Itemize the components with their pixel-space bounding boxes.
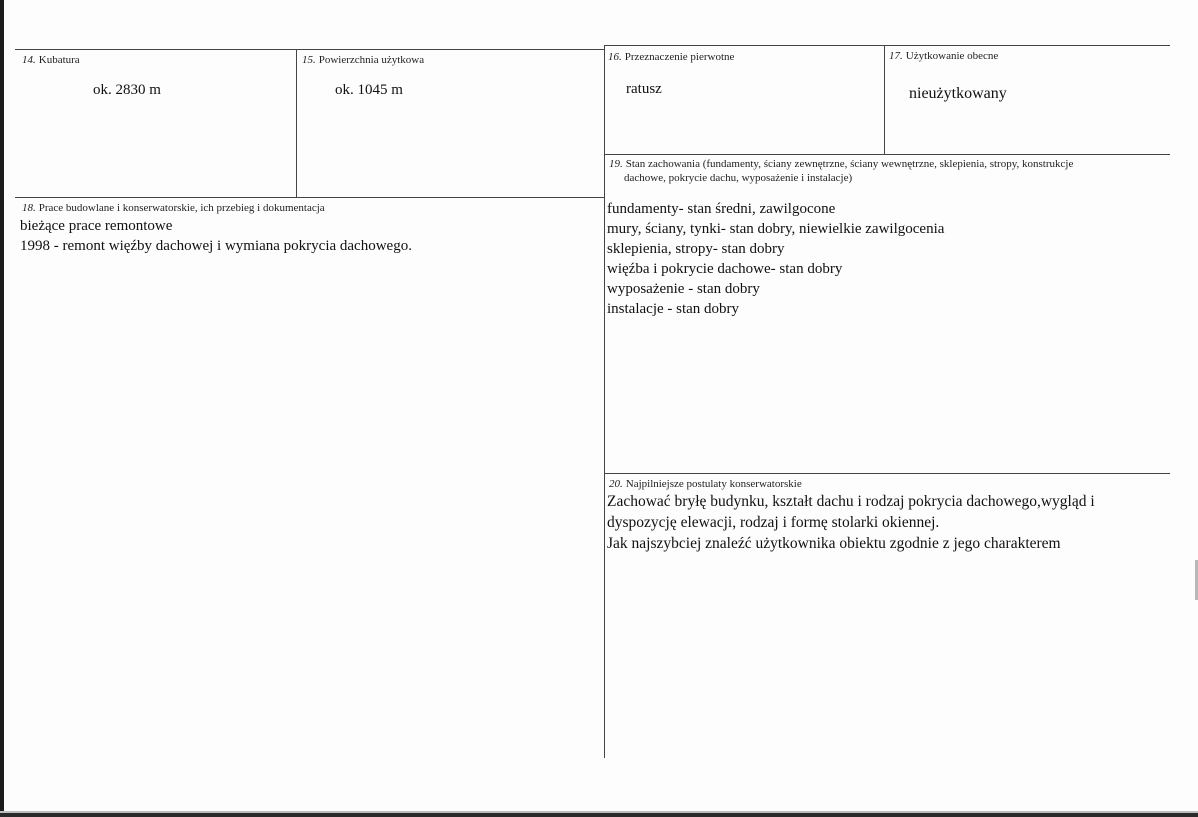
field-20-line: Jak najszybciej znaleźć użytkownika obiektu zgodnie z jego charakterem: [607, 535, 1061, 552]
field-17-label: [889, 49, 998, 63]
scan-edge-bottom: [0, 813, 1198, 817]
divider-16-17: [884, 45, 885, 154]
field-19-line: sklepienia, stropy- stan dobry: [607, 241, 785, 257]
field-16-value: ratusz: [626, 81, 662, 97]
field-20-content: [607, 491, 1095, 554]
field-19-content: [607, 199, 944, 319]
scan-edge-left: [0, 0, 4, 817]
field-18-label: [22, 201, 325, 215]
field-14-label: [22, 53, 80, 67]
field-15-label: [302, 53, 424, 67]
field-20-label-text: Najpilniejsze postulaty konserwatorskie: [625, 478, 802, 490]
field-14-number: 14.: [22, 54, 36, 66]
field-14-value: ok. 2830 m: [93, 82, 161, 98]
field-18-line: bieżące prace remontowe: [20, 218, 173, 234]
field-19-label: [609, 157, 1169, 185]
field-20-label: [609, 477, 802, 491]
field-16-label-text: Przeznaczenie pierwotne: [624, 51, 735, 63]
rule-above-20: [604, 473, 1170, 474]
field-14-label-text: Kubatura: [38, 54, 80, 66]
top-rule-right: [604, 45, 1170, 46]
divider-14-15: [296, 49, 297, 197]
field-19-label-line1: Stan zachowania (fundamenty, ściany zewnętrzne, ściany wewnętrzne, sklepienia, stropy, konstrukcje: [625, 158, 1074, 170]
field-19-line: mury, ściany, tynki- stan dobry, niewielkie zawilgocenia: [607, 221, 945, 237]
top-rule-left: [15, 49, 604, 50]
field-20-line: Zachować bryłę budynku, kształt dachu i rodzaj pokrycia dachowego,wygląd i: [607, 493, 1095, 510]
field-17-label-text: Użytkowanie obecne: [905, 50, 999, 62]
rule-above-18: [15, 197, 604, 198]
field-19-line: fundamenty- stan średni, zawilgocone: [607, 201, 836, 217]
field-18-content: [20, 216, 412, 256]
rule-above-19: [604, 154, 1170, 155]
field-19-line: instalacje - stan dobry: [607, 301, 740, 317]
divider-main: [604, 45, 605, 758]
field-18-line: 1998 - remont więźby dachowej i wymiana pokrycia dachowego.: [20, 238, 412, 254]
field-19-line: więźba i pokrycie dachowe- stan dobry: [607, 261, 843, 277]
field-17-number: 17.: [889, 50, 903, 62]
field-19-number: 19.: [609, 158, 623, 170]
field-15-value: ok. 1045 m: [335, 82, 403, 98]
field-18-number: 18.: [22, 202, 36, 214]
field-15-label-text: Powierzchnia użytkowa: [318, 54, 425, 66]
field-19-line: wyposażenie - stan dobry: [607, 281, 760, 297]
field-16-number: 16.: [608, 51, 622, 63]
field-19-label-line2: dachowe, pokrycie dachu, wyposażenie i instalacje): [624, 172, 853, 184]
field-15-number: 15.: [302, 54, 316, 66]
field-17-value: nieużytkowany: [909, 85, 1007, 102]
field-20-number: 20.: [609, 478, 623, 490]
field-18-label-text: Prace budowlane i konserwatorskie, ich przebieg i dokumentacja: [38, 202, 325, 214]
field-20-line: dyspozycję elewacji, rodzaj i formę stolarki okiennej.: [607, 514, 940, 531]
field-16-label: [608, 50, 734, 64]
